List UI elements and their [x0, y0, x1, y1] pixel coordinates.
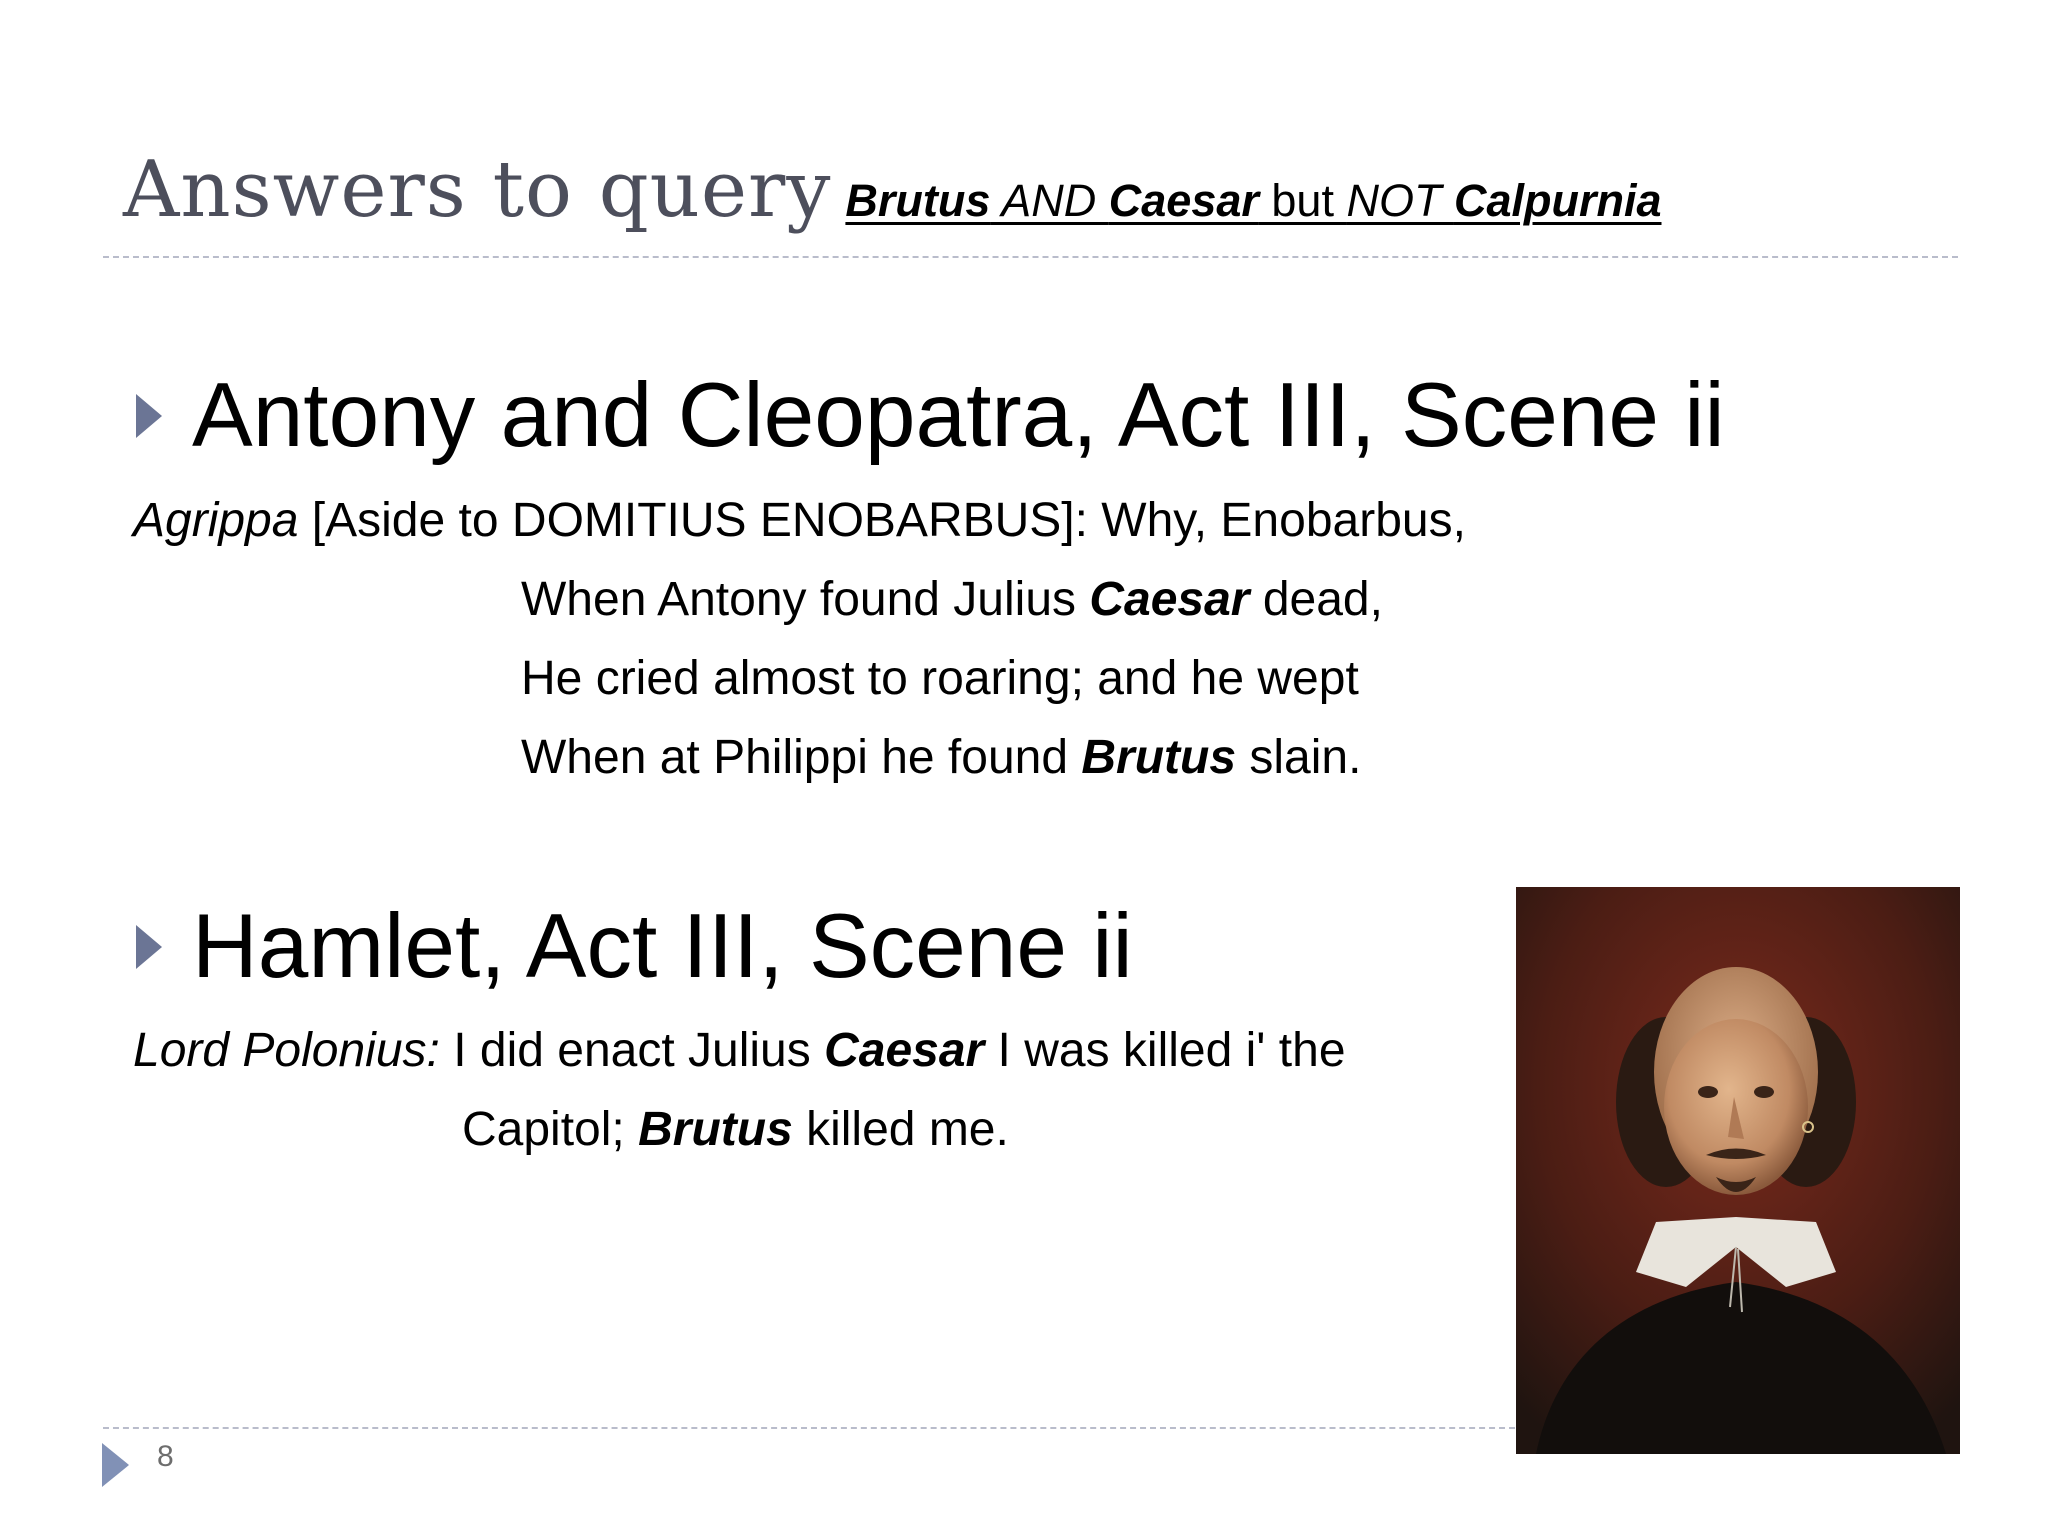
- quote-line: [133, 1021, 1346, 1081]
- quote-line: [133, 491, 1466, 551]
- quote-text: When at Philippi he found: [521, 731, 1082, 784]
- quote-line: [521, 570, 1383, 630]
- quote-line: [521, 649, 1359, 709]
- section-heading-text: Antony and Cleopatra, Act III, Scene ii: [192, 365, 1725, 466]
- triangle-right-icon: [136, 925, 162, 969]
- triangle-right-icon: [102, 1443, 129, 1487]
- quote-text: When Antony found Julius: [521, 573, 1090, 626]
- shakespeare-portrait: [1516, 887, 1960, 1454]
- page-number: 8: [157, 1440, 174, 1473]
- quote-line: [521, 728, 1361, 788]
- quote-text: I was killed i' the: [984, 1024, 1346, 1077]
- query-text: [845, 175, 1661, 226]
- query-op-not: NOT: [1346, 175, 1454, 226]
- section-heading-text: Hamlet, Act III, Scene ii: [192, 896, 1133, 997]
- query-term-calpurnia: Calpurnia: [1453, 175, 1662, 226]
- query-term-caesar: Caesar: [1108, 175, 1259, 226]
- quote-text: Capitol;: [462, 1103, 639, 1156]
- quote-text: killed me.: [792, 1103, 1009, 1156]
- highlight-term: Brutus: [1081, 731, 1237, 784]
- quote-text: I did enact Julius: [439, 1024, 825, 1077]
- quote-text: dead,: [1249, 573, 1383, 626]
- section-heading-hamlet: [136, 897, 1133, 997]
- title-divider: [103, 256, 1958, 258]
- footer-divider: [103, 1427, 1515, 1429]
- highlight-term: Brutus: [638, 1103, 793, 1156]
- slide-title-row: [123, 145, 1662, 235]
- speaker-name: Agrippa: [133, 494, 299, 547]
- highlight-term: Caesar: [824, 1024, 985, 1077]
- quote-text: slain.: [1236, 731, 1362, 784]
- highlight-term: Caesar: [1089, 573, 1250, 626]
- query-term-brutus: Brutus: [845, 175, 991, 226]
- quote-line: [462, 1100, 1009, 1160]
- query-op-and: AND: [990, 175, 1109, 226]
- triangle-right-icon: [136, 394, 162, 438]
- quote-text: He cried almost to roaring; and he wept: [521, 652, 1359, 705]
- query-but: but: [1258, 175, 1347, 226]
- quote-text: [Aside to DOMITIUS ENOBARBUS]: Why, Enobarbus,: [298, 494, 1466, 547]
- section-heading-antony: [136, 366, 1725, 466]
- slide-title: Answers to query: [123, 145, 832, 235]
- speaker-name: Lord Polonius:: [133, 1024, 440, 1077]
